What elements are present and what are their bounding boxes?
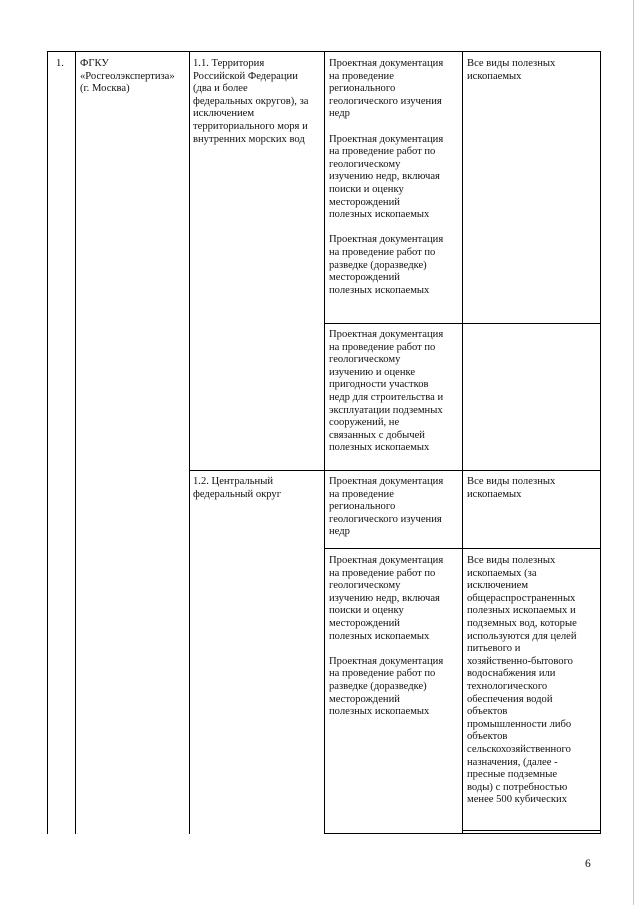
minerals-1-2-a: Все виды полезных ископаемых	[467, 476, 556, 500]
documentation-1-2-a: Проектная документация на проведение регионального геологического изучения недр	[329, 476, 444, 538]
row-divider-bottom	[324, 833, 601, 834]
row-divider-section-1-2	[189, 470, 601, 471]
table-right-border	[600, 51, 601, 834]
column-divider-organization	[189, 51, 190, 834]
column-divider-number	[75, 51, 76, 834]
territory-1-1: 1.1. Территория Российской Федерации (два и более федеральных округов), за исключением территориального моря и внутренних морских вод	[193, 58, 309, 145]
minerals-1-1-a: Все виды полезных ископаемых	[467, 58, 556, 82]
row-divider-1-1-a	[324, 323, 601, 324]
row-number: 1.	[56, 58, 64, 69]
scan-edge	[633, 0, 634, 905]
page-number: 6	[585, 858, 591, 870]
table-left-border	[47, 51, 48, 834]
documentation-1-1-b: Проектная документация на проведение работ по геологическому изучению и оценке пригодности участков недр для строительства и эксплуатации подземных сооружений, не связанных с добычей полезных ископаемых	[329, 329, 444, 454]
documentation-1-2-b: Проектная документация на проведение работ по геологическому изучению недр, включая поиски и оценку месторождений полезных ископаемых Проектная документация на проведение работ по разведке (доразведке) месторождений полезных ископаемых	[329, 555, 444, 718]
organization-cell: ФГКУ «Росгеолэкспертиза» (г. Москва)	[80, 58, 175, 95]
documentation-1-1-a: Проектная документация на проведение регионального геологического изучения недр Проектная документация на проведение работ по геологическому изучению недр, включая поиски и оценку месторождений полезных ископаемых Проектная документация на проведение работ по разведке (доразведке) месторождений полезных ископаемых	[329, 58, 444, 296]
column-divider-territory	[324, 51, 325, 834]
minerals-1-2-b: Все виды полезных ископаемых (за исключением общераспространенных полезных ископаемых и подземных вод, которые используются для целей питьевого и хозяйственно-бытового водоснабжения или технологического обеспечения водой объектов промышленности либо объектов сельскохозяйственного назначения, (далее - пресные подземные воды) с потребностью менее 500 кубических	[467, 555, 577, 806]
territory-1-2: 1.2. Центральный федеральный округ	[193, 476, 282, 500]
row-divider-1-2-a	[324, 548, 601, 549]
column-divider-documentation	[462, 51, 463, 834]
row-divider-bottom-right	[462, 830, 601, 831]
